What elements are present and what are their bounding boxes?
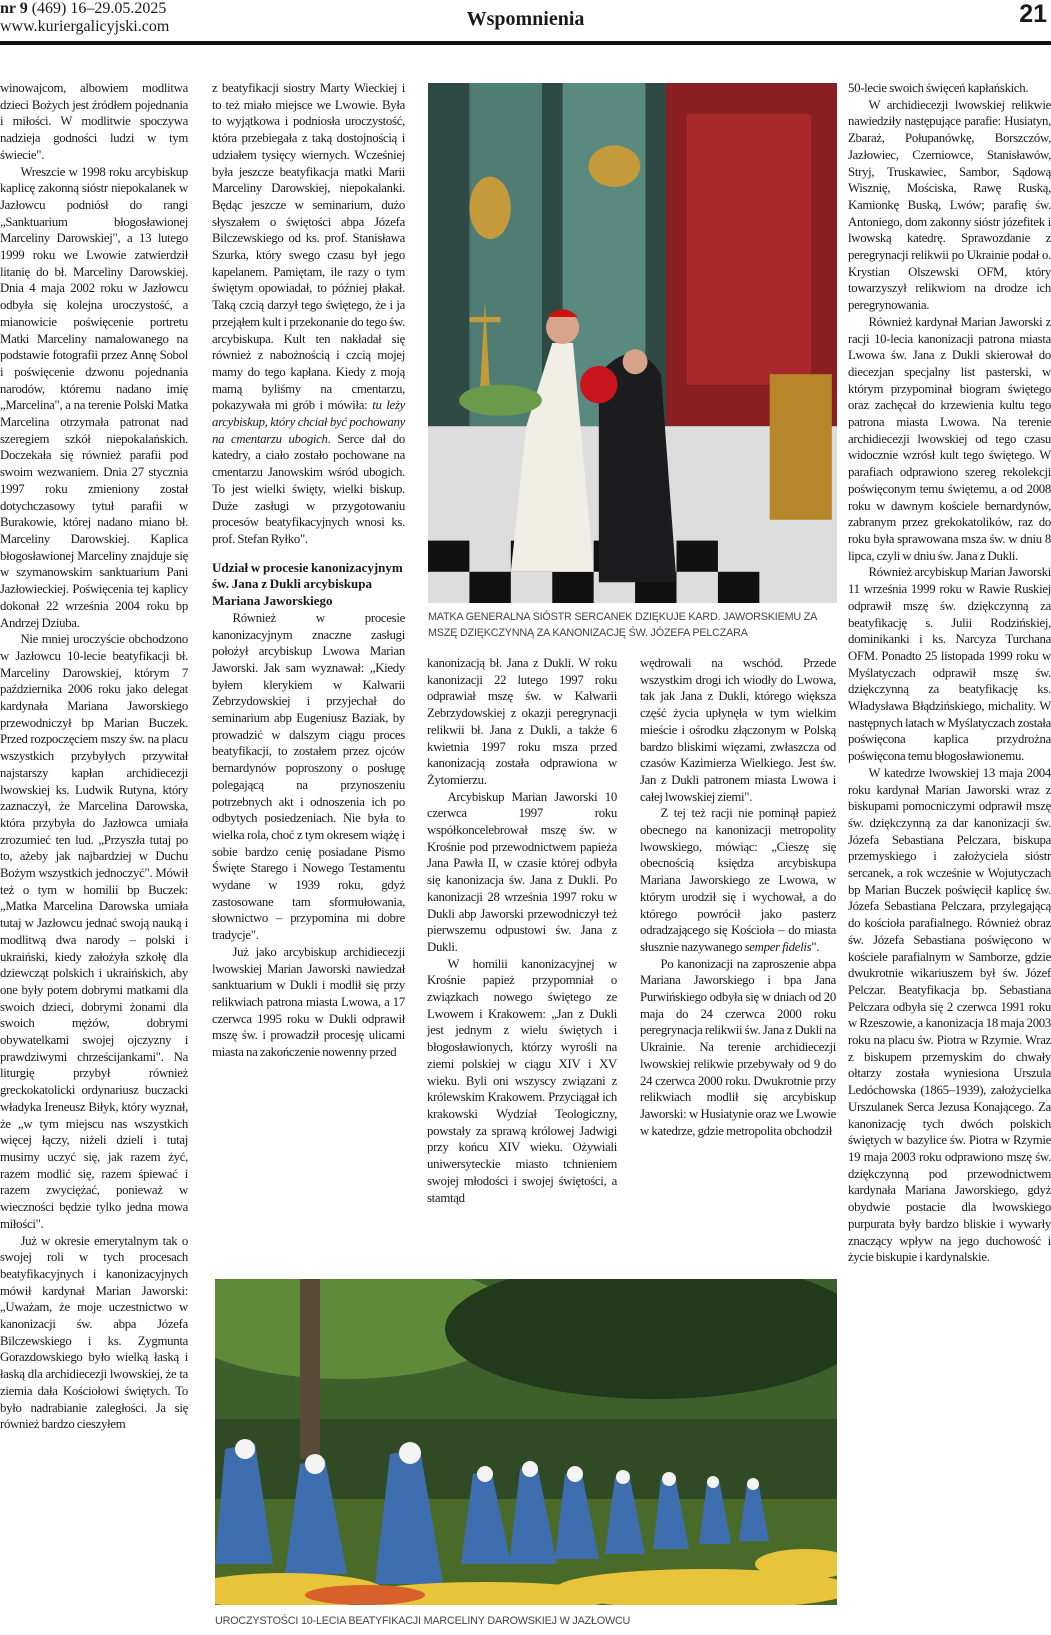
paragraph-text: winowajcom, albowiem modlitwa dzieci Bożych jest źródłem pojednania i miłości. W modlitwie spoczywa nadzieja godności ludzi w tym świecie". [0,81,188,162]
article-paragraph [848,314,1051,565]
paragraph-text: ". [811,939,820,954]
paragraph-text: kanonizacją bł. Jana z Dukli. W roku kanonizacji 22 lutego 1997 roku odprawiał mszę św. w Kalwarii Zebrzydowskiej z okazji peregrynacji relikwii bł. Jana z Dukli, a także 6 kwietnia 1997 roku msza przed kanonizacją została odprawiona w Żytomierzu. [427,656,617,787]
article-paragraph [640,805,836,955]
article-paragraph [640,956,836,1140]
paragraph-text: Już w okresie emerytalnym tak o swojej roli w tych procesach beatyfikacyjnych i kanonizacyjnych mówił kardynał Marian Jaworski: „Uważam, że moje uczestnictwo w kanonizacji św. abpa Józefa Bilczewskiego i ks. Zygmunta Gorazdowskiego było wielką łaską i łaską dla archidiecezji lwowskiej, że ta ziemia dała Kościołowi świętych. To było nadrabianie zaległości. Ja się również bardzo cieszyłem [0,1233,188,1432]
article-paragraph [427,956,617,1207]
article-paragraph [848,97,1051,314]
paragraph-text: Nie mniej uroczyście obchodzono w Jazłowcu 10-lecie beatyfikacji bł. Marceliny Darowskiej, którym 7 października 2006 roku jako delegat kardynała Mariana Jaworskiego przewodniczył bp Marian Buczek. Przed rozpoczęciem mszy św. na placu wszystkich przybyłych przywitał najstarszy kapłan archidiecezji lwowskiej ks. Ludwik Rutyna, który zaznaczył, że Marcelina Darowska, która przybyła do Jazłowca umiała zrozumieć ten lud. „Przyszła tutaj po to, ażeby jak najbardziej w Duchu Bożym wszystkich jednoczyć". Mówił też o tym w homilii bp Buczek: „Matka Marcelina Darowska umiała tutaj w Jazłowcu jednać swoją nauką i modlitwą dwa narody – polski i ukraiński, kiedy założyła szkołę dla dziewcząt polskich i ukraińskich, aby one były potem dobrymi matkami dla swoich dzieci, dobrymi żonami dla swoich mężów, dobrymi obywatelkami swojej ojczyzny i prawdziwymi chrześcijankami". Na liturgię przybył również greckokatolicki ordynariusz buczacki władyka Ireneusz Biłyk, który wyznał, że „w tym miejscu nas wszystkich więcej łączy, niżeli dzieli i tutaj musimy uczyć się, jak razem żyć, razem modlić się, razem śpiewać i razem zwyciężać, ponieważ w wieczności będzie tylko jedna mowa miłości". [0,632,188,1231]
header-rule [0,41,1051,45]
italic-quote: semper fidelis [744,939,812,954]
website-link[interactable]: www.kuriergalicyjski.com [0,18,170,35]
paragraph-text: W katedrze lwowskiej 13 maja 2004 roku kardynał Marian Jaworski wraz z biskupami pomocniczymi odprawił mszę św. dziękczynną za dar kanonizacji św. Józefa Sebastiana Pelczara, biskupa przemyskiego i założyciela sióstr sercanek, a rok wcześnie w Wojutyczach bp Marian Buczek poświęcił kaplicę św. Józefa Sebastiana Pelczara, przylegającą do kościoła parafialnego. Również obraz św. Józefa Sebastiana poświęcono w kościele parafialnym w Samborze, gdzie dwukrotnie wikariuszem był św. Józef Pelczar. Beatyfikacja bp. Sebastiana Pelczara odbyła się 2 czerwca 1991 roku w Rzeszowie, a kanonizacja 18 maja 2003 roku na placu św. Piotra w Rzymie. Wraz z biskupem przemyskim do chwały ołtarzy została wyniesiona Urszula Ledóchowska (1865–1939), założycielka Urszulanek Serca Jezusa Konającego. Za kanonizację tych dwóch polskich świętych w bazylice św. Piotra w Rzymie 19 maja 2003 roku odprawiono mszę św. dziękczynną pod przewodnictwem kardynała Mariana Jaworskiego, gdyż obydwie postacie dla lwowskiego purpurata były bardzo bliskie i wywarły znaczący wpływ na jego duchowość i życie biskupie i kardynalskie. [848,765,1051,1265]
article-paragraph [212,610,405,944]
section-heading: Udział w procesie kanonizacyjnym św. Jana z Dukli arcybiskupa Mariana Jaworskiego [212,559,403,609]
photo-cardinal-and-nun [428,83,837,603]
article-column-4 [640,655,836,1139]
issue-dates: (469) 16–29.05.2025 [27,0,167,17]
article-paragraph [0,164,188,632]
paragraph-text: Wreszcie w 1998 roku arcybiskup kaplicę zakonną sióstr niepokalanek w Jazłowcu podniósł do rangi „Sanktuarium błogosławionej Marceliny Darowskiej", a 13 lutego 1999 roku we Lwowie zatwierdził litanię do bł. Marceliny Darowskiej. Dnia 4 maja 2002 roku w Jazłowcu odbyła się kolejna uroczystość, a mianowicie poświęcenie portretu Matki Marceliny namalowanego na podstawie fotografii przez Annę Sobol i poświęcenie dzwonu pojednania narodów, któremu nadano imię „Marcelina", a na terenie Polski Matka Marcelina otrzymała patronat nad szeregiem szkół niepokalańskich. Doczekała się również parafii pod swoim wezwaniem. Dnia 27 stycznia 1997 roku zmieniony został dotychczasowy tytuł parafii w Burakowie, której nadano miano bł. Marceliny Darowskiej. Kaplica błogosławionej Marceliny znajduje się w szymanowskim sanktuarium Pani Jazłowieckiej. Poświęcenia tej kaplicy dokonał 22 września 2004 roku bp Andrzej Dziuba. [0,164,188,630]
article-paragraph [427,789,617,956]
paragraph-text: Już jako arcybiskup archidiecezji lwowskiej Marian Jaworski nawiedzał sanktuarium w Dukli i modlił się przy relikwiach patrona miasta Lwowa, a 17 czerwca 1995 roku w Dukli odprawił mszę św. i prowadził procesję ulicami miasta na zakończenie nowenny przed [212,944,405,1060]
article-paragraph [427,655,617,789]
paragraph-text: W homilii kanonizacyjnej w Krośnie papież przypomniał o związkach nowego świętego ze Lwowem i Krakowem: „Jan z Dukli jest jednym z wielu świętych i błogosławionych, którzy wyrośli na ziemi polskiej w ciągu XIV i XV wieku. Byli oni wszyscy związani z królewskim Krakowem. Przyciągał ich krakowski Wydział Teologiczny, powstały za sprawą królowej Jadwigi przy końcu XIV wieku. Ożywiali uniwersyteckie miasto tchnieniem swojej młodości i swojej świętości, a stamtąd [427,956,617,1205]
article-paragraph [0,631,188,1232]
article-column-2 [212,80,405,1061]
article-paragraph [640,655,836,805]
article-paragraph [0,1233,188,1433]
article-paragraph [848,564,1051,764]
paragraph-text: Po kanonizacji na zaproszenie abpa Mariana Jaworskiego i bpa Jana Purwińskiego odbyła się w dniach od 20 maja do 24 czerwca 2000 roku peregrynacja relikwii św. Jana z Dukli na Ukrainie. Na terenie archidiecezji lwowskiej relikwie przebywały od 9 do 24 czerwca 2000 roku. Dwukrotnie przy relikwiach modlił się arcybiskup Jaworski: w Husiatynie oraz we Lwowie w katedrze, gdzie metropolita obchodził [640,956,837,1138]
article-paragraph [212,80,405,548]
photo-nuns-procession [215,1279,837,1605]
article-paragraph [848,80,1051,97]
article-column-1 [0,80,188,1433]
page-number: 21 [1019,0,1047,28]
paragraph-text: wędrowali na wschód. Przede wszystkim drogi ich wiodły do Lwowa, tak jak Jana z Dukli, którego większa część życia upłynęła w tym wielkim mieście i ośrodku złączonym w Polską bardzo bliskimi więzami, zwłaszcza od czasów Kazimierza Wielkiego. Jest św. Jan z Dukli patronem miasta Lwowa i całej lwowskiej ziemi". [640,656,836,804]
paragraph-text: Z tej też racji nie pominął papież obecnego na kanonizacji metropolity lwowskiego, mówiąc: „Cieszę się obecnością księdza arcybiskupa Mariana Jaworskiego ze Lwowa, w którym urodził się i wychował, a do którego powrócił jako pasterz odradzającego się Kościoła – do miasta słusznie nazywanego [640,806,836,954]
photo-caption-top: MATKA GENERALNA SIÓSTR SERCANEK DZIĘKUJE KARD. JAWORSKIEMU ZA MSZĘ DZIĘKCZYNNĄ ZA KANONIZACJĘ ŚW. JÓZEFA PELCZARA [428,611,817,639]
paragraph-text: W archidiecezji lwowskiej relikwie nawiedziły następujące parafie: Husiatyn, Zbaraż, Połupanówkę, Borszczów, Jazłowiec, Czerniowce, Stanisławów, Stryj, Truskawiec, Sambor, Sądową Wisznię, Mościska, Rawę Ruską, Kamionkę Buską, Lwów; parafię św. Antoniego, dom zakonny sióstr józefitek i lwowską katedrę. Sprawozdanie z peregrynacji relikwii po Ukrainie podał o. Krystian Olszewski OFM, który towarzyszył relikwiom na drodze ich peregrynowania. [848,97,1051,313]
paragraph-text: Również arcybiskup Marian Jaworski 11 września 1999 roku w Rawie Ruskiej odprawił mszę św. dziękczynną za beatyfikację s. Julii Rodzińskiej, dominikanki i ks. Narcyza Turchana OFM. Ponadto 25 listopada 1999 roku w Myślatyczach odprawił mszę św. dziękczynną za beatyfikację ks. Władysława Błądzińskiego, michality. W następnych latach w Myślatyczach została poświęcona kaplica przydrożna poświęcona temu błogosławionemu. [848,565,1051,764]
paragraph-text: Również w procesie kanonizacyjnym znaczne zasługi położył arcybiskup Lwowa Marian Jaworski. Jak sam wyznawał: „Kiedy byłem klerykiem w Kalwarii Zebrzydowskiej i przyjechał do seminarium abp Eugeniusz Baziak, by prowadzić w dalszym ciągu proces beatyfikacji, to zostałem przez ojców bernardynów poproszony o posługę polegającą na przynoszeniu potrzebnych akt i odnoszenia ich po odbytych posiedzeniach. Nie była to wielka rola, choć z tym okresem wiążę i sobie bardzo cenię posiadane Pismo Święte Starego i Nowego Testamentu wydane w 1939 roku, gdyż zastosowane tam sformułowania, słownictwo – przypomina mi dobre tradycje". [212,610,405,943]
issue-number-bold: nr 9 [0,0,28,17]
article-paragraph [212,944,405,1061]
article-column-3 [427,655,617,1206]
article-paragraph [848,765,1051,1266]
paragraph-text: Również kardynał Marian Jaworski z racji 10-lecia kanonizacji patrona miasta Lwowa św. Jana z Dukli skierował do diecezjan specjalny list pasterski, w którym przypominał biogram świętego oraz zachęcał do krzewienia kultu tego patrona miasta Lwowa. Na terenie archidiecezji lwowskiej od tego czasu widocznie wzrósł kult tego świętego. W parafiach odprawiono szereg rekolekcji poświęconym temu świętemu, a od 2008 roku w dawnym kościele bernardynów, zabranym przez grekokatolików, raz do roku była sprawowana msza św. w dniu 8 lipca, czyli w dniu św. Jana z Dukli. [848,314,1051,563]
paragraph-text: 50-lecie swoich święceń kapłańskich. [848,81,1029,95]
section-title: Wspomnienia [466,8,585,30]
paragraph-text: . Serce dał do katedry, a ciało zostało pochowane na cmentarzu Janowskim wśród ubogich. To jest wielki święty, wielki biskup. Duże zasługi w przygotowaniu procesów beatyfikacyjnych wnosi ks. prof. Stefan Ryłko". [212,431,405,546]
paragraph-text: Arcybiskup Marian Jaworski 10 czerwca 1997 roku współkoncelebrował mszę św. w Krośnie pod przewodnictwem papieża Jana Pawła II, w czasie której odbyła się kanonizacja św. Jana z Dukli. Po kanonizacji 28 września 1997 roku w Dukli abp Jaworski przewodniczył też pierwszemu odpustowi św. Jana z Dukli. [427,789,617,954]
paragraph-text: z beatyfikacji siostry Marty Wieckiej i to też miało miejsce we Lwowie. Była to wyjątkowa i podniosła uroczystość, która przebiegała z taką dostojnością i udziałem tysięcy wiernych. Wcześniej była jeszcze beatyfikacja matki Marii Marceliny Darowskiej, niepokalanki. Będąc jeszcze w seminarium, dużo słyszałem o świętości abpa Józefa Bilczewskiego od ks. prof. Stanisława Szurka, który swego czasu był jego kapelanem. Pamiętam, ile razy o tym świętym opowiadał, to później płakał. Taką czcią darzył tego świętego, że i ja przejąłem kult i przekonanie do tego św. arcybiskupa. Kult ten nakładał się również z nabożnością i czcią mojej mamy do tego kapłana. Kiedy z moją mamą byliśmy na cmentarzu, pokazywała mi grób i mówiła: [212,81,405,413]
italic-quote: tu leży arcybiskup, który chciał być pochowany na cmentarzu ubogich [212,398,405,446]
article-column-5 [848,80,1051,1266]
article-paragraph [0,80,188,164]
photo-caption-bottom: UROCZYSTOŚCI 10-LECIA BEATYFIKACJI MARCELINY DAROWSKIEJ W JAZŁOWCU [215,1615,631,1627]
